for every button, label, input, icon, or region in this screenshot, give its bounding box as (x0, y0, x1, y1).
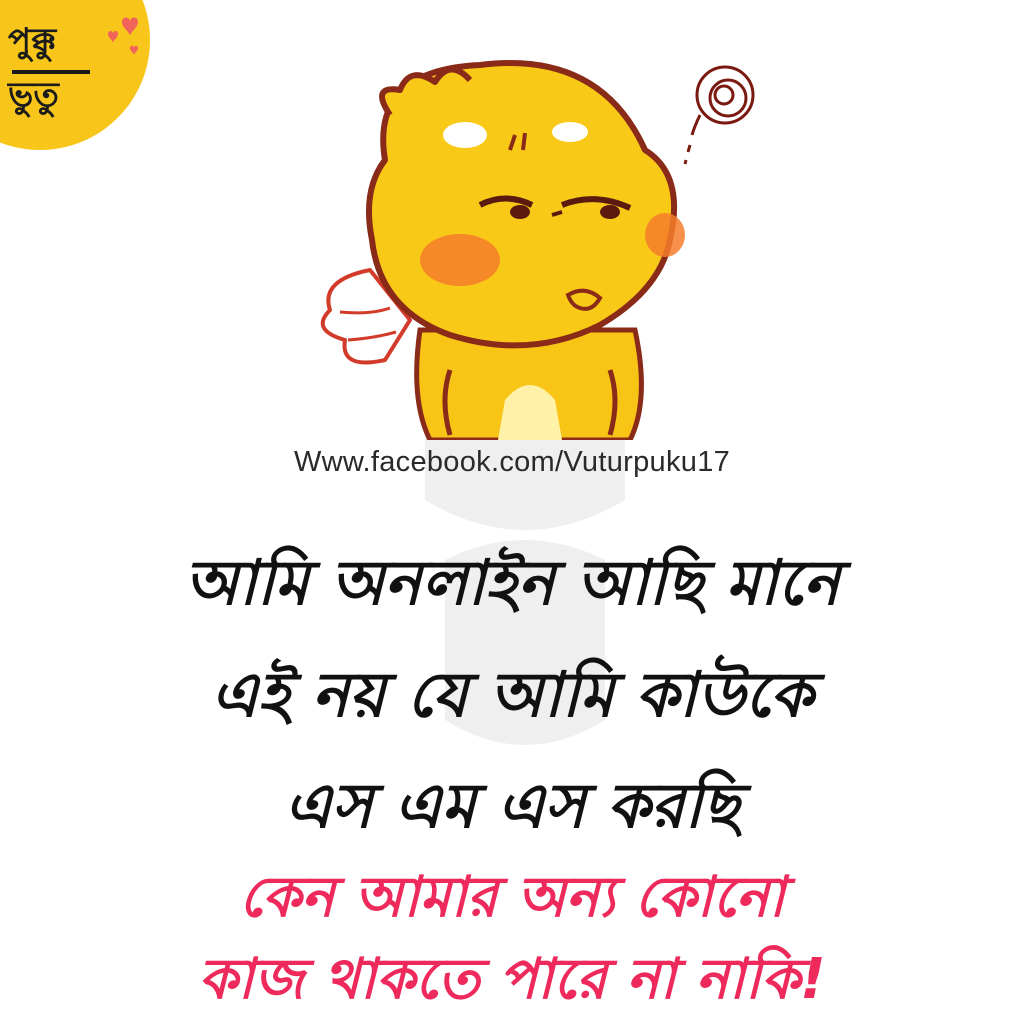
brand-logo (8, 12, 138, 122)
logo-divider (12, 70, 90, 74)
angry-chick-sticker (300, 40, 780, 440)
hearts-icon (100, 12, 150, 72)
logo-text-top: পুক্কু (8, 21, 57, 61)
logo-text-bottom: ভুতু (8, 75, 59, 115)
quote-line-4: কেন আমার অন্য কোনো (239, 865, 785, 930)
quote-line-2: এই নয় যে আমি কাউকে (210, 658, 814, 731)
quote-line-3: এস এম এস করছি (284, 769, 740, 842)
facebook-page-url: Www.facebook.com/Vuturpuku17 (293, 446, 731, 478)
quote-line-1: আমি অনলাইন আছি মানে (184, 546, 840, 619)
quote-line-5: কাজ থাকতে পারে না নাকি! (198, 947, 826, 1012)
